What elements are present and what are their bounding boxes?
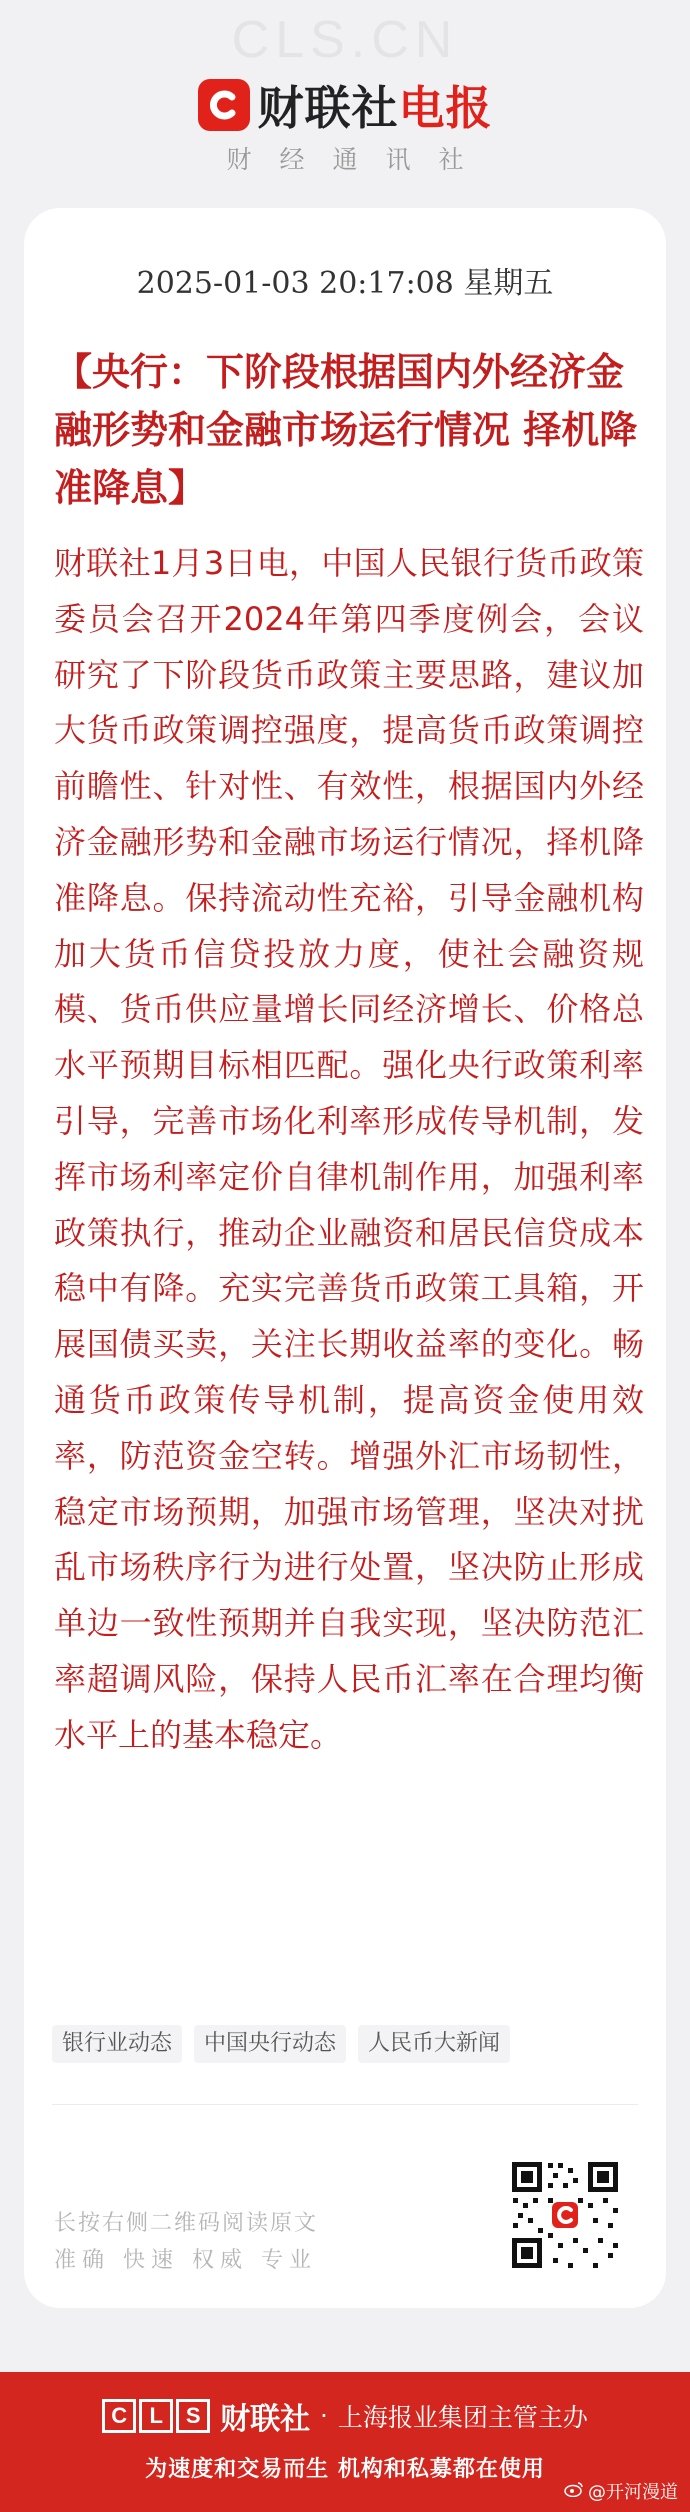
- tag-list: [52, 2025, 510, 2063]
- brand-logo: [0, 72, 690, 138]
- cls-letter: L: [139, 2399, 173, 2433]
- divider: [52, 2104, 638, 2105]
- qr-code-icon[interactable]: [510, 2160, 620, 2270]
- footer-slogan: 为速度和交易而生 机构和私募都在使用: [145, 2457, 545, 2482]
- cls-c-logo-icon: [198, 79, 250, 131]
- article-datetime: 2025-01-03 20:17:08 星期五: [136, 266, 554, 301]
- footer-brand: 财联社: [220, 2402, 311, 2437]
- weibo-icon: [564, 2481, 584, 2502]
- watermark-text: CLS.CN: [231, 11, 459, 69]
- brand-name: [258, 72, 493, 138]
- footer-separator: ·: [320, 2402, 328, 2430]
- cls-letter: C: [102, 2399, 136, 2433]
- footer-brand-row: [0, 2394, 690, 2438]
- tag-rmb-news[interactable]: 人民币大新闻: [358, 2025, 510, 2063]
- article-body: 财联社1月3日电，中国人民银行货币政策委员会召开2024年第四季度例会，会议研究了下阶段货币政策主要思路，建议加大货币政策调控强度，提高货币政策调控前瞻性、针对性、有效性，根据国内外经济金融形势和金融市场运行情况，择机降准降息。保持流动性充裕，引导金融机构加大货币信贷投放力度，使社会融资规模、货币供应量增长同经济增长、价格总水平预期目标相匹配。强化央行政策利率引导，完善市场化利率形成传导机制，发挥市场利率定价自律机制作用，加强利率政策执行，推动企业融资和居民信贷成本稳中有降。充实完善货币政策工具箱，开展国债买卖，关注长期收益率的变化。畅通货币政策传导机制，提高资金使用效率，防范资金空转。增强外汇市场韧性，稳定市场预期，加强市场管理，坚决对扰乱市场秩序行为进行处置，坚决防止形成单边一致性预期并自我实现，坚决防范汇率超调风险，保持人民币汇率在合理均衡水平上的基本稳定。: [54, 544, 644, 1754]
- tag-bank-industry[interactable]: 银行业动态: [52, 2025, 182, 2063]
- tag-pboc[interactable]: 中国央行动态: [194, 2025, 346, 2063]
- brand-subtitle: 财经通讯社: [226, 145, 492, 174]
- cls-letters: [102, 2399, 210, 2433]
- article-card: [24, 208, 666, 2308]
- weibo-handle: @开河漫道: [588, 2482, 678, 2503]
- header: [0, 0, 690, 200]
- weibo-watermark: [564, 2478, 678, 2504]
- footer-org: 上海报业集团主管主办: [337, 2403, 588, 2432]
- article-title: 【央行：下阶段根据国内外经济金融形势和金融市场运行情况 择机降准降息】: [54, 350, 638, 510]
- brand-name-black: 财联社: [257, 81, 399, 135]
- brand-name-red: 电报: [398, 81, 493, 135]
- qr-hint-line2: 准确 快速 权威 专业: [54, 2248, 317, 2273]
- cls-letter: S: [176, 2399, 210, 2433]
- qr-hint-line1: 长按右侧二维码阅读原文: [54, 2211, 319, 2236]
